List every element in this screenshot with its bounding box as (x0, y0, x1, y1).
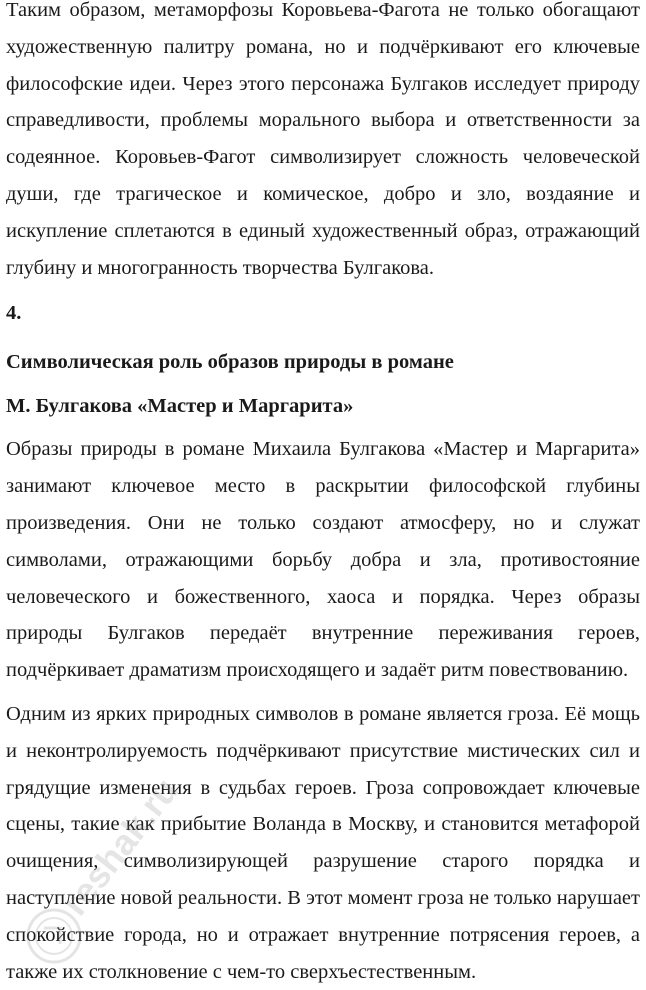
document-page (6, 0, 640, 990)
section-title-line-2: М. Булгакова «Мастер и Маргарита» (6, 395, 354, 418)
paragraph-nature-images: Образы природы в романе Михаила Булгакова «Мастер и Маргарита» занимают ключевое место в раскрытии философской глубины произведения. Они не только создают атмосферу, но и служат символами, отражающими борьбу добра и зла, противостояние человеческого и божественного, хаоса и порядка. Через образы природы Булгаков передаёт внутренние переживания героев, подчёркивает драматизм происходящего и задаёт ритм повествованию. (6, 438, 640, 682)
paragraph-thunderstorm: Одним из ярких природных символов в романе является гроза. Её мощь и неконтролируемость подчёркивают присутствие мистических сил и грядущие изменения в судьбах героев. Гроза сопровождает ключевые сцены, такие как прибытие Воланда в Москву, и становится метафорой очищения, символизирующей разрушение старого порядка и наступление новой реальности. В этот момент гроза не только нарушает спокойствие города, но и отражает внутренние потрясения героев, а также их столкновение с чем-то сверхъестественным. (6, 702, 640, 983)
section-number: 4. (6, 302, 22, 325)
section-title-line-1: Символическая роль образов природы в романе (6, 351, 454, 374)
paragraph-koroviev-conclusion: Таким образом, метаморфозы Коровьева-Фагота не только обогащают художественную палитру романа, но и подчёркивают его ключевые философские идеи. Через этого персонажа Булгаков исследует природу справедливости, проблемы морального выбора и ответственности за содеянное. Коровьев-Фагот символизирует сложность человеческой души, где трагическое и комическое, добро и зло, воздаяние и искупление сплетаются в единый художественный образ, отражающий глубину и многогранность творчества Булгакова. (6, 0, 640, 279)
watermark-text: reshak.ru (53, 769, 187, 923)
